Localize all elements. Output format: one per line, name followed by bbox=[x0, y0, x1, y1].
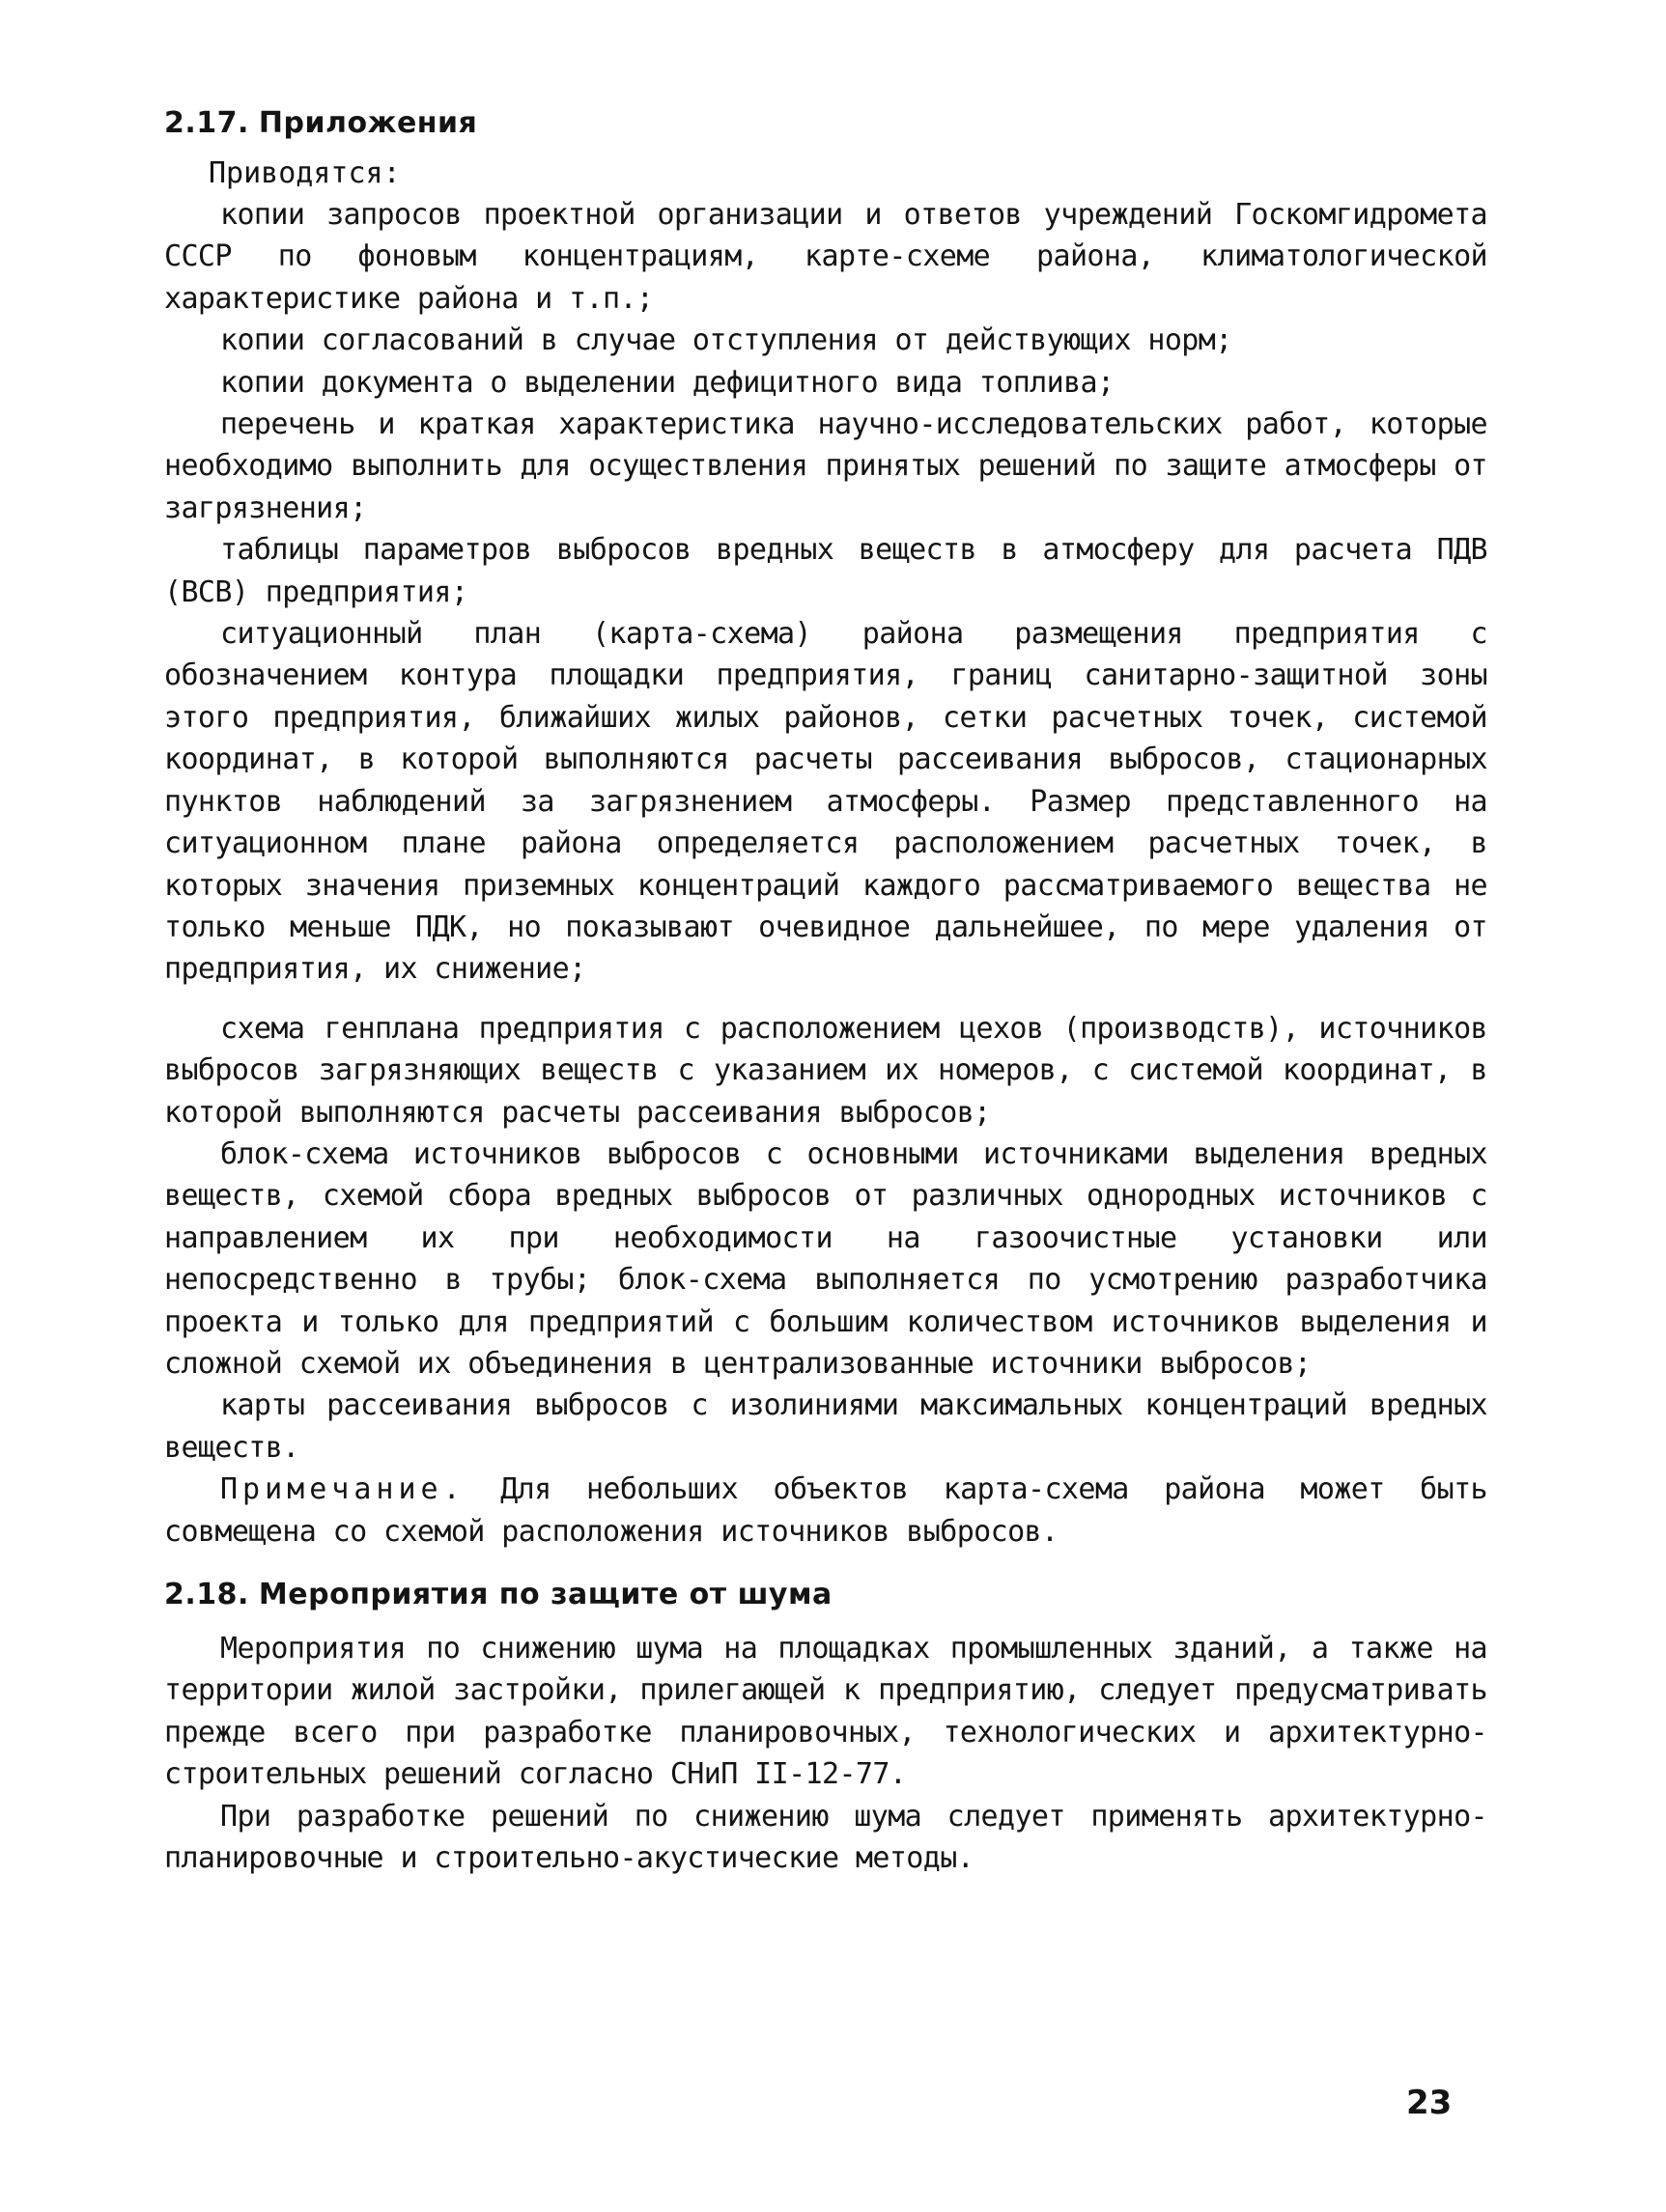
list-item: блок-схема источников выбросов с основными источниками выделения вредных веществ, схемой сбора вредных выбросов от различных однородных источников с направлением их при необходимости на газоочистные установки или непосредственно в трубы; блок-схема выполняется по усмотрению разработчика проекта и только для предприятий с большим количеством источников выделения и сложной схемой их объединения в централизованные источники выбросов; bbox=[164, 1136, 1487, 1381]
list-item: копии запросов проектной организации и ответов учреждений Госкомгидромета СССР по фоновым концентрациям, карте-схеме района, климатологической характеристике района и т.п.; bbox=[164, 198, 1487, 316]
list-item: перечень и краткая характеристика научно-исследовательских работ, которые необходимо выполнить для осуществления принятых решений по защите атмосферы от загрязнения; bbox=[164, 407, 1487, 525]
note-text: Для небольших объектов карта-схема района может быть совмещена со схемой расположения источников выбросов. bbox=[164, 1472, 1488, 1549]
list-item: копии документа о выделении дефицитного вида топлива; bbox=[220, 365, 1115, 400]
section-title: Мероприятия по защите от шума bbox=[258, 1578, 833, 1611]
list-item: копии согласований в случае отступления от действующих норм; bbox=[220, 323, 1232, 358]
list-item: схема генплана предприятия с расположением цехов (производств), источников выбросов загрязняющих веществ с указанием их номеров, с системой координат, в которой выполняются расчеты рассеивания выбросов; bbox=[164, 1011, 1487, 1130]
note-paragraph bbox=[164, 1469, 1487, 1553]
section-number: 2.17. bbox=[164, 106, 249, 140]
section-heading-2-18 bbox=[164, 1576, 1487, 1614]
body-paragraph: Мероприятия по снижению шума на площадках промышленных зданий, а также на территории жилой застройки, прилегающей к предприятию, следует предусматривать прежде всего при разработке планировочных, технологических и архитектурно-строительных решений согласно СНиП II-12-77. bbox=[164, 1632, 1487, 1792]
lead-text: Приводятся: bbox=[209, 156, 401, 190]
list-item: таблицы параметров выбросов вредных веществ в атмосферу для расчета ПДВ (ВСВ) предприятия; bbox=[164, 533, 1487, 609]
section-heading-2-17 bbox=[164, 104, 1487, 143]
list-item: ситуационный план (карта-схема) района размещения предприятия с обозначением контура площадки предприятия, границ санитарно-защитной зоны этого предприятия, ближайших жилых районов, сетки расчетных точек, системой координат, в которой выполняются расчеты рассеивания выбросов, стационарных пунктов наблюдений за загрязнением атмосферы. Размер представленного на ситуационном плане района определяется расположением расчетных точек, в которых значения приземных концентраций каждого рассматриваемого вещества не только меньше ПДК, но показывают очевидное дальнейшее, по мере удаления от предприятия, их снижение; bbox=[164, 617, 1487, 987]
page-number: 23 bbox=[1406, 2084, 1453, 2122]
section-title: Приложения bbox=[258, 106, 478, 140]
list-item: карты рассеивания выбросов с изолиниями максимальных концентраций вредных веществ. bbox=[164, 1388, 1487, 1465]
section-number: 2.18. bbox=[164, 1578, 249, 1611]
note-label: Примечание. bbox=[220, 1472, 466, 1507]
document-page bbox=[164, 104, 1487, 1879]
body-paragraph: При разработке решений по снижению шума следует применять архитектурно-планировочные и строительно-акустические методы. bbox=[164, 1799, 1487, 1876]
